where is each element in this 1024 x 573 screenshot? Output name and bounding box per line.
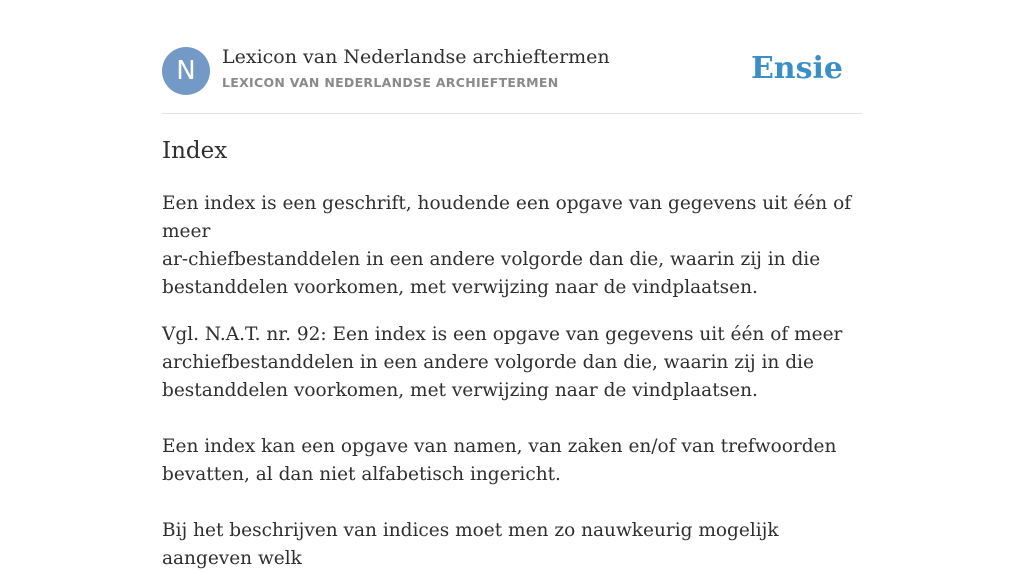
article-paragraph: Een index is een geschrift, houdende een opgave van gegevens uit één of meer ar-chiefbestanddelen in een andere volgorde dan die, waarin zij in die bestanddelen voorkomen, met verwijzing naar de vindplaatsen. xyxy=(162,193,852,298)
article-paragraph: Vgl. N.A.T. nr. 92: Een index is een opgave van gegevens uit één of meer archiefbestanddelen in een andere volgorde dan die, waarin zij in die bestanddelen voorkomen, met verwijzing naar de vindplaatsen. Een index kan een opgave van namen, van zaken en/of van trefwoorden bevatten, al dan niet alfabetisch ingericht. Bij het beschrijven van indices moet men zo nauwkeurig mogelijk aangeven welk xyxy=(162,324,843,569)
ensie-logo-link[interactable]: Ensie xyxy=(750,51,843,86)
page-container xyxy=(162,0,862,569)
dictionary-avatar[interactable]: N xyxy=(162,47,210,95)
dictionary-title-link[interactable]: Lexicon van Nederlandse archieftermen xyxy=(222,46,610,68)
page-title: Index xyxy=(162,138,228,164)
article-body xyxy=(162,190,862,573)
dictionary-subtitle: LEXICON VAN NEDERLANDSE ARCHIEFTERMEN xyxy=(222,75,559,90)
header xyxy=(162,0,862,114)
